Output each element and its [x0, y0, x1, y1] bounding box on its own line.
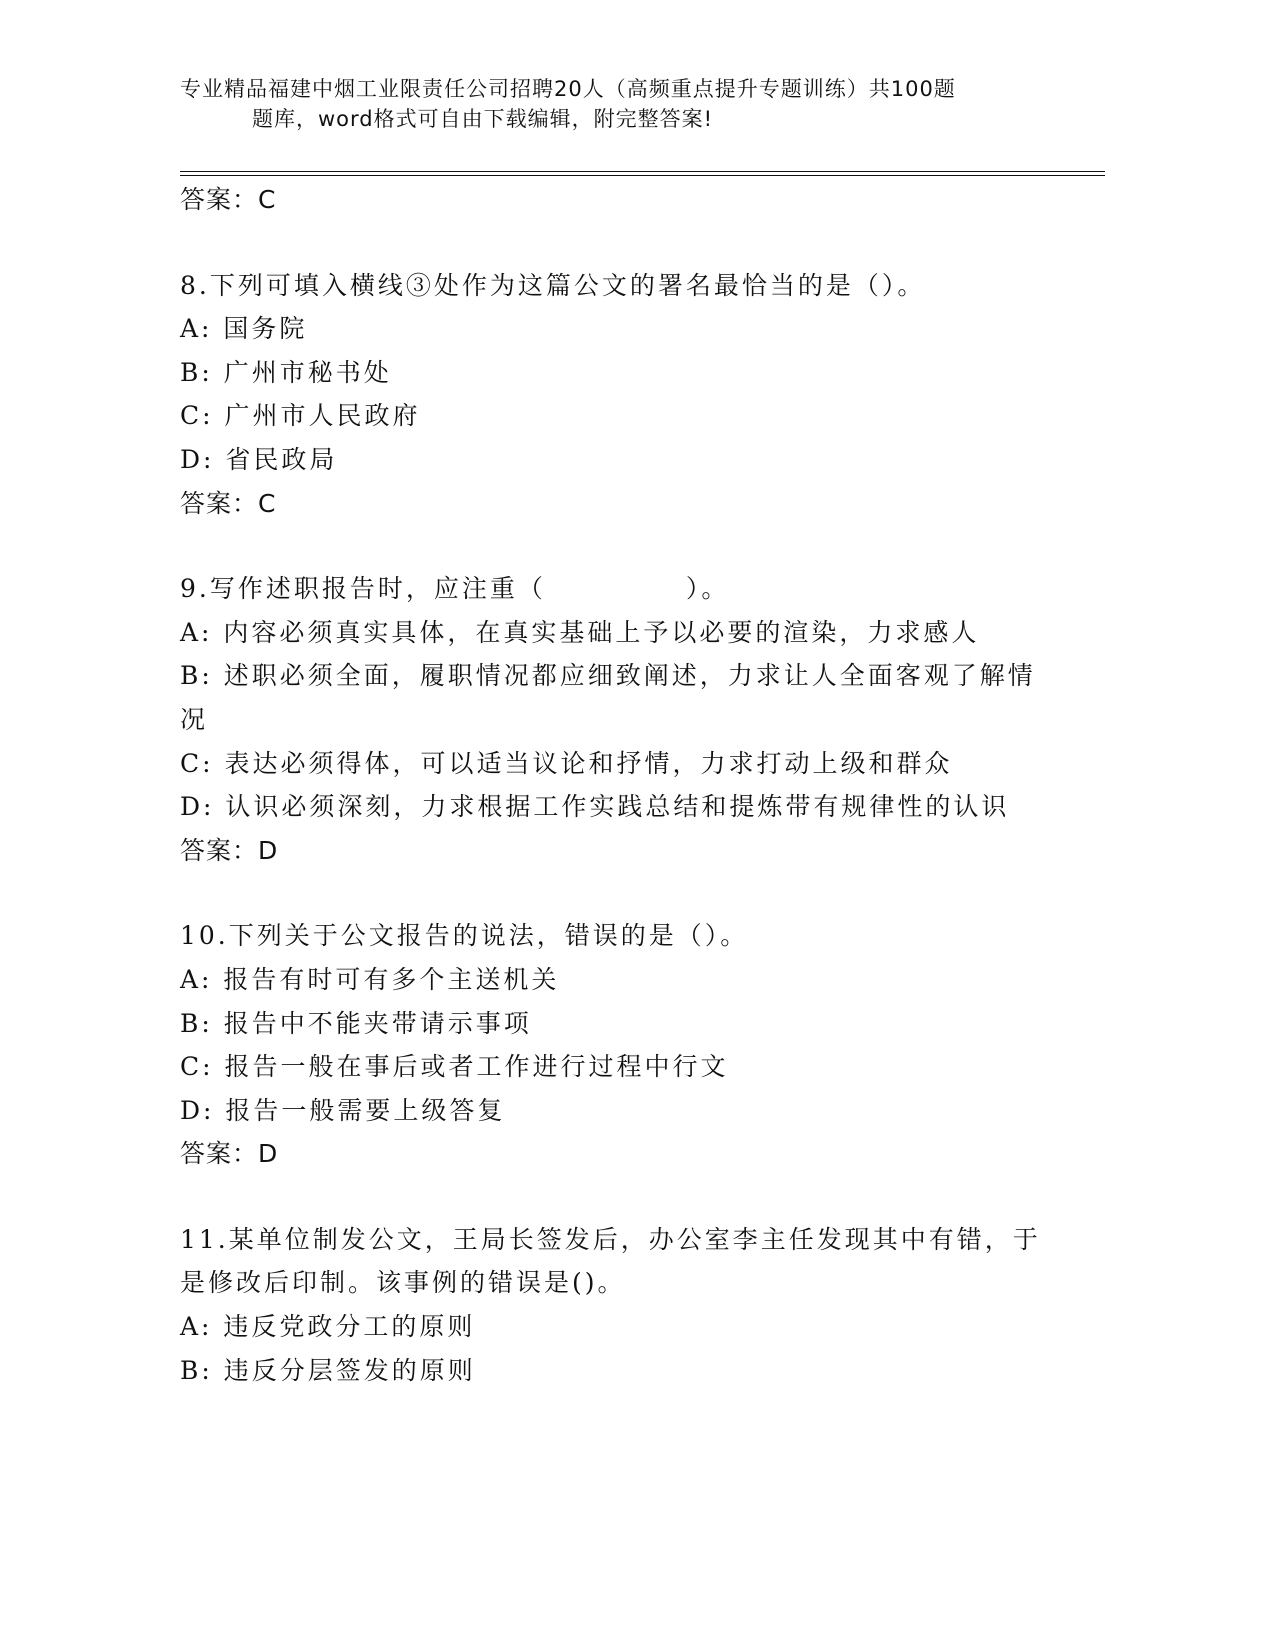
answer: 答案：D [180, 835, 279, 865]
option-a: A: 国务院 [180, 314, 308, 344]
option-b: B: 述职必须全面，履职情况都应细致阐述，力求让人全面客观了解情 [180, 661, 1036, 691]
previous-answer: 答案：C [180, 185, 277, 214]
option-b: B: 广州市秘书处 [180, 357, 392, 387]
question-text: 10.下列关于公文报告的说法，错误的是（）。 [180, 921, 749, 951]
header-divider-bottom [180, 175, 1105, 176]
answer: 答案：C [180, 488, 277, 518]
option-c: C: 表达必须得体，可以适当议论和抒情，力求打动上级和群众 [180, 748, 953, 778]
header-title-line-2: 题库，word格式可自由下载编辑，附完整答案! [252, 107, 714, 131]
option-d: D: 报告一般需要上级答复 [180, 1095, 506, 1125]
option-a: A: 违反党政分工的原则 [180, 1312, 476, 1342]
option-b: B: 违反分层签发的原则 [180, 1355, 476, 1385]
question-10 [180, 914, 1040, 1176]
spacer [180, 1176, 1040, 1218]
option-d: D: 认识必须深刻，力求根据工作实践总结和提炼带有规律性的认识 [180, 792, 1010, 822]
header-title-line-1: 专业精品福建中烟工业限责任公司招聘20人（高频重点提升专题训练）共100题 [180, 77, 956, 101]
question-list [180, 178, 1040, 1392]
question-text: 9.写作述职报告时，应注重（ ）。 [180, 574, 730, 604]
question-text: 8.下列可填入横线③处作为这篇公文的署名最恰当的是（）。 [180, 270, 926, 300]
question-text-continued: 是修改后印制。该事例的错误是()。 [180, 1268, 626, 1298]
spacer [180, 525, 1040, 567]
question-8 [180, 264, 1040, 526]
document-header [180, 74, 1060, 134]
option-a: A: 内容必须真实具体，在真实基础上予以必要的渲染，力求感人 [180, 617, 980, 647]
answer: 答案：D [180, 1139, 279, 1169]
option-d: D: 省民政局 [180, 444, 338, 474]
option-a: A: 报告有时可有多个主送机关 [180, 964, 560, 994]
question-11 [180, 1218, 1040, 1392]
spacer [180, 872, 1040, 914]
option-c: C: 广州市人民政府 [180, 401, 421, 431]
question-text: 11.某单位制发公文，王局长签发后，办公室李主任发现其中有错，于 [180, 1224, 1041, 1254]
option-b-continued: 况 [180, 704, 209, 734]
option-c: C: 报告一般在事后或者工作进行过程中行文 [180, 1052, 729, 1082]
option-b: B: 报告中不能夹带请示事项 [180, 1008, 532, 1038]
header-divider-top [180, 171, 1105, 172]
question-9 [180, 567, 1040, 872]
spacer [180, 222, 1040, 264]
